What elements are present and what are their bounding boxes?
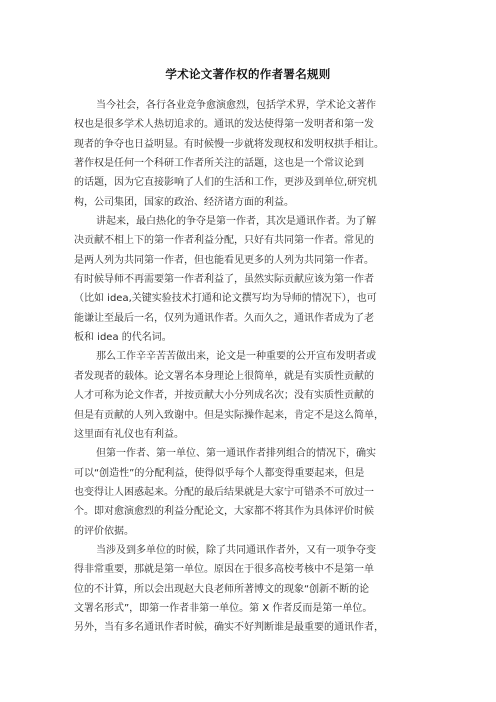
text-line: 权也是很多学术人热切追求的。通讯的发达使得第一发明者和第一发: [74, 119, 374, 131]
text-line: 能谦让至最后一名，仅列为通讯作者。久而久之，通讯作者成为了老: [74, 312, 374, 324]
text-line: 个。即对愈演愈烈的利益分配论文，大家都不将其作为具体评价时候: [74, 506, 374, 518]
paragraph-1: [74, 96, 424, 212]
text-line: 板和 idea 的代名词。: [74, 332, 172, 344]
text-line: 有时候导师不再需要第一作者利益了，虽然实际贡献应该为第一作者: [74, 274, 374, 286]
paragraph-4: [74, 444, 424, 541]
text-line: 文署名形式”，即第一作者非第一单位。第 X 作者反而是第一单位。: [74, 602, 373, 614]
text-line: 人才可称为论文作者，并按贡献大小分列成名次；没有实质性贡献的: [74, 390, 374, 402]
document-title: 学术论文著作权的作者署名规则: [165, 67, 331, 81]
text-line: 那么工作辛辛苦苦做出来，论文是一种重要的公开宣布发明者或: [96, 351, 376, 363]
text-line: 讲起来，最白热化的争夺是第一作者，其次是通讯作者。为了解: [96, 216, 376, 228]
text-line: 是两人列为共同第一作者，但也能看见更多的人列为共同第一作者。: [74, 254, 374, 266]
text-line: 决贡献不相上下的第一作者利益分配，只好有共同第一作者。常见的: [74, 235, 374, 247]
paragraph-2: [74, 212, 424, 347]
text-line: 的评价依据。: [74, 525, 134, 537]
text-line: 当涉及到多单位的时候，除了共同通讯作者外，又有一项争夺变: [96, 544, 376, 556]
text-line: 可以“创造性”的分配利益，使得似乎每个人都变得重要起来，但是: [74, 467, 365, 479]
text-line: 者发现者的载体。论文署名本身理论上很简单，就是有实质性贡献的: [74, 370, 374, 382]
text-line: 现者的争夺也日益明显。有时候慢一步就将发现权和发明权拱手相让。: [74, 138, 384, 150]
text-line: 另外，当有多名通讯作者时候，确实不好判断谁是最重要的通讯作者，: [74, 622, 384, 634]
text-line: 的话题，因为它直接影响了人们的生活和工作，更涉及到单位,研究机: [74, 177, 378, 189]
paragraph-5: [74, 541, 424, 638]
text-line: 构，公司集团，国家的政治、经济诸方面的利益。: [74, 196, 294, 208]
document-body: [74, 96, 424, 638]
text-line: 当今社会，各行各业竞争愈演愈烈，包括学术界，学术论文著作: [96, 100, 376, 111]
text-line: 但是有贡献的人列入致谢中。但是实际操作起来，肯定不是这么简单，: [74, 409, 384, 421]
text-line: （比如 idea,关键实验技术打通和论文撰写均为导师的情况下），也可: [74, 293, 377, 305]
text-line: 这里面有礼仪也有利益。: [74, 428, 184, 440]
paragraph-3: [74, 347, 424, 444]
text-line: 位的不计算，所以会出现赵大良老师所著博文的现象“创新不断的论: [74, 583, 370, 595]
text-line: 著作权是任何一个科研工作者所关注的話题，这也是一个常议论到: [74, 158, 364, 170]
text-line: 得非常重要，那就是第一单位。原因在于很多高校考核中不是第一单: [74, 564, 374, 576]
text-line: 但第一作者、第一单位、第一通讯作者排列组合的情况下，确实: [96, 448, 376, 460]
text-line: 也变得让人困惑起来。分配的最后结果就是大家宁可错杀不可放过一: [74, 486, 374, 498]
